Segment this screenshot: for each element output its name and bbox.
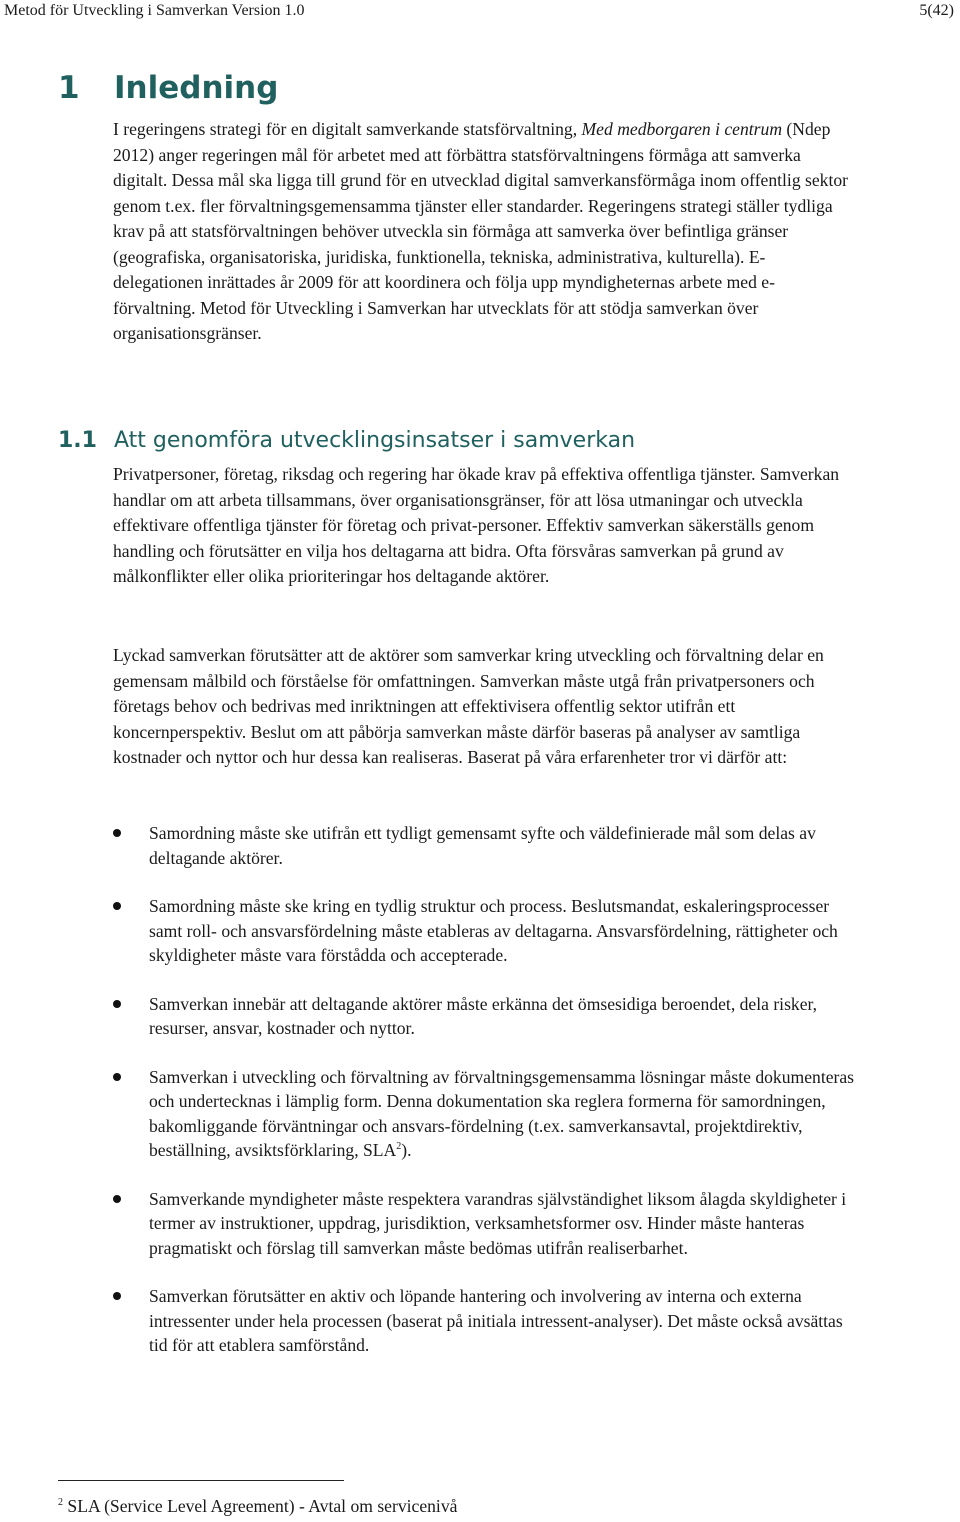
bullet-icon: [113, 1073, 121, 1081]
section-heading: [58, 66, 278, 110]
page-number: 5(42): [919, 2, 954, 19]
footnote-marker: 2: [58, 1497, 63, 1509]
footnote: [58, 1494, 457, 1518]
bullet-icon: [113, 902, 121, 910]
bullet-list: [113, 821, 858, 1382]
subsection-title: Att genomföra utvecklingsinsatser i samverkan: [114, 428, 636, 453]
list-item: Samverkande myndigheter måste respektera varandras självständighet liksom ålagda skyldigheter i termer av instruktioner, uppdrag, jurisdiktion, verksamhetsformer osv. Hinder måste hanteras pragmatiskt och förslag till samverkan måste bedömas utifrån realiserbarhet.: [113, 1187, 858, 1261]
intro-paragraph: I regeringens strategi för en digitalt samverkande statsförvaltning, Med medborgaren i centrum (Ndep 2012) anger regeringen mål för arbetet med att förbättra statsförvaltningens förmåga att samverka digitalt. Dessa mål ska ligga till grund för en utvecklad digital samverkansförmåga inom offentlig sektor genom t.ex. fler förvaltningsgemensamma tjänster eller standarder. Regeringens strategi ställer tydliga krav på att statsförvaltningen behöver utveckla sin förmåga att samverka över befintliga gränser (geografiska, organisatoriska, juridiska, funktionella, tekniska, administrativa, kulturella). E-delegationen inrättades år 2009 för att koordinera och följa upp myndigheternas arbete med e-förvaltning. Metod för Utveckling i Samverkan har utvecklats för att stödja samverkan över organisationsgränser.: [113, 119, 849, 343]
bullet-icon: [113, 1000, 121, 1008]
section-number: 1: [58, 70, 80, 106]
list-item: Samordning måste ske utifrån ett tydligt gemensamt syfte och väldefinierade mål som delas av deltagande aktörer.: [113, 821, 858, 870]
running-header: [4, 0, 954, 22]
list-item: Samverkan förutsätter en aktiv och löpande hantering och involvering av interna och externa intressenter under hela processen (baserat på initiala intressent-analyser). Det måste också avsättas tid för att etablera samförstånd.: [113, 1284, 858, 1358]
list-item: Samverkan innebär att deltagande aktörer måste erkänna det ömsesidiga beroendet, dela risker, resurser, ansvar, kostnader och nyttor.: [113, 992, 858, 1041]
document-title: Metod för Utveckling i Samverkan Version 1.0: [4, 2, 305, 19]
footnote-divider: [58, 1480, 344, 1481]
subsection-number: 1.1: [58, 428, 97, 453]
subsection-heading: [58, 424, 635, 458]
paragraph: Lyckad samverkan förutsätter att de aktörer som samverkar kring utveckling och förvaltning delar en gemensam målbild och förståelse för omfattningen. Samverkan måste utgå från privatpersoners och företags behov och bedrivas med inriktningen att effektivisera offentlig sektor utifrån ett koncernperspektiv. Beslut om att påbörja samverkan måste därför baseras på analyser av samtliga kostnader och nyttor och hur dessa kan realiseras. Baserat på våra erfarenheter tror vi därför att:: [113, 645, 824, 767]
section-title: Inledning: [114, 70, 279, 106]
footnote-reference: 2: [396, 1141, 402, 1153]
strategy-title: Med medborgaren i centrum: [581, 119, 783, 139]
footnote-text: SLA (Service Level Agreement) - Avtal om servicenivå: [67, 1496, 458, 1516]
list-item: Samverkan i utveckling och förvaltning av förvaltningsgemensamma lösningar måste dokumenteras och undertecknas i lämplig form. Denna dokumentation ska reglera formerna för samordningen, bakomliggande förväntningar och ansvars-fördelning (t.ex. samverkansavtal, projektdirektiv, beställning, avsiktsförklaring, SLA$^2$).: [113, 1065, 858, 1163]
list-item: Samordning måste ske kring en tydlig struktur och process. Beslutsmandat, eskaleringsprocesser samt roll- och ansvarsfördelning måste etableras av deltagarna. Ansvarsfördelning, rättigheter och skyldigheter måste vara förstådda och accepterade.: [113, 894, 858, 968]
bullet-icon: [113, 1195, 121, 1203]
bullet-icon: [113, 1292, 121, 1300]
paragraph: Privatpersoner, företag, riksdag och regering har ökade krav på effektiva offentliga tjänster. Samverkan handlar om att arbeta tillsammans, över organisationsgränser, för att lösa utmaningar och utveckla effektivare offentliga tjänster för företag och privat-personer. Effektiv samverkan säkerställs genom handling och förutsätter en vilja hos deltagarna att bidra. Ofta försvåras samverkan på grund av målkonflikter eller olika prioriteringar hos deltagande aktörer.: [113, 464, 840, 586]
bullet-icon: [113, 829, 121, 837]
